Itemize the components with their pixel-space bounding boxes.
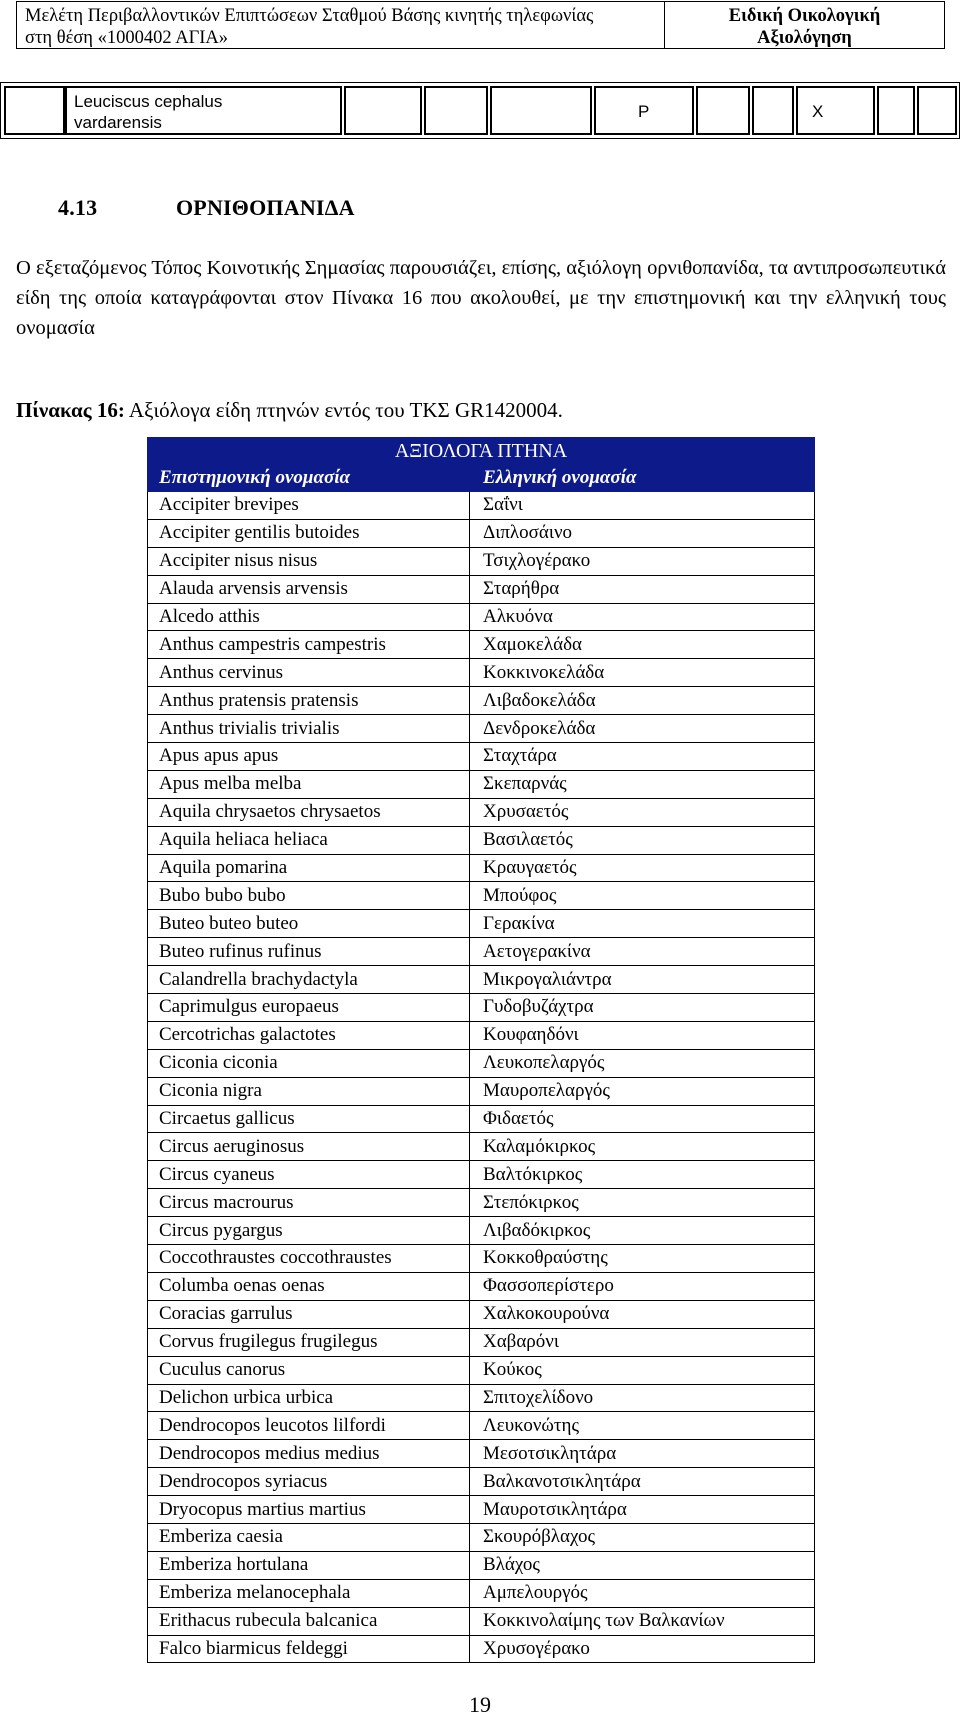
greek-name-cell: Μεσοτσικλητάρα: [470, 1440, 815, 1468]
greek-name-cell: Σταρήθρα: [470, 575, 815, 603]
caption-text: Αξιόλογα είδη πτηνών εντός του ΤΚΣ GR1420004.: [124, 398, 563, 422]
previous-table-row: [0, 82, 960, 139]
scientific-name-cell: Ciconia ciconia: [148, 1049, 470, 1077]
greek-name-cell: Διπλοσάινο: [470, 519, 815, 547]
section-heading: [58, 195, 355, 221]
table-row: [148, 1021, 815, 1049]
table-row: [148, 743, 815, 771]
scientific-name-cell: Coccothraustes coccothraustes: [148, 1245, 470, 1273]
scientific-name-cell: Emberiza caesia: [148, 1523, 470, 1551]
strip-empty-cell: [917, 86, 957, 135]
scientific-name-cell: Cercotrichas galactotes: [148, 1021, 470, 1049]
strip-species-cell: [65, 86, 342, 135]
scientific-name-cell: Aquila heliaca heliaca: [148, 826, 470, 854]
table-row: [148, 1579, 815, 1607]
table-row: [148, 1356, 815, 1384]
table-row: [148, 994, 815, 1022]
greek-name-cell: Αλκυόνα: [470, 603, 815, 631]
greek-name-cell: Λιβαδοκελάδα: [470, 687, 815, 715]
greek-name-cell: Μικρογαλιάντρα: [470, 966, 815, 994]
greek-name-cell: Μαυροτσικλητάρα: [470, 1496, 815, 1524]
scientific-name-cell: Circus pygargus: [148, 1217, 470, 1245]
strip-empty-cell: [696, 86, 750, 135]
greek-name-cell: Χρυσογέρακο: [470, 1635, 815, 1663]
scientific-name-cell: Calandrella brachydactyla: [148, 966, 470, 994]
scientific-name-cell: Aquila pomarina: [148, 854, 470, 882]
table-row: [148, 1133, 815, 1161]
table-body: [148, 492, 815, 1663]
table-row: [148, 603, 815, 631]
caption-label: Πίνακας 16:: [16, 398, 125, 422]
greek-name-cell: Σκεπαρνάς: [470, 770, 815, 798]
greek-name-cell: Αμπελουργός: [470, 1579, 815, 1607]
strip-x-cell: [796, 86, 875, 135]
table-row: [148, 1523, 815, 1551]
table-row: [148, 1105, 815, 1133]
greek-name-cell: Κοκκινολαίμης των Βαλκανίων: [470, 1607, 815, 1635]
table-row: [148, 1077, 815, 1105]
scientific-name-cell: Cuculus canorus: [148, 1356, 470, 1384]
greek-name-cell: Λευκονώτης: [470, 1412, 815, 1440]
scientific-name-cell: Dendrocopos leucotos lilfordi: [148, 1412, 470, 1440]
table-row: [148, 715, 815, 743]
table-row: [148, 854, 815, 882]
scientific-name-cell: Circus cyaneus: [148, 1161, 470, 1189]
scientific-name-cell: Accipiter nisus nisus: [148, 547, 470, 575]
scientific-name-cell: Erithacus rubecula balcanica: [148, 1607, 470, 1635]
greek-name-cell: Δενδροκελάδα: [470, 715, 815, 743]
greek-name-cell: Μπούφος: [470, 882, 815, 910]
scientific-name-cell: Apus apus apus: [148, 743, 470, 771]
page-number: 19: [469, 1692, 491, 1717]
table-row: [148, 687, 815, 715]
table-row: [148, 1189, 815, 1217]
greek-name-cell: Κραυγαετός: [470, 854, 815, 882]
strip-empty-cell: [424, 86, 488, 135]
scientific-name-cell: Dryocopus martius martius: [148, 1496, 470, 1524]
table-row: [148, 575, 815, 603]
greek-name-cell: Φιδαετός: [470, 1105, 815, 1133]
strip-empty-cell: [490, 86, 592, 135]
scientific-name-cell: Circaetus gallicus: [148, 1105, 470, 1133]
scientific-name-cell: Caprimulgus europaeus: [148, 994, 470, 1022]
greek-name-cell: Βαλτόκιρκος: [470, 1161, 815, 1189]
header-study-title: [17, 2, 665, 48]
scientific-name-cell: Columba oenas oenas: [148, 1272, 470, 1300]
table-row: [148, 519, 815, 547]
section-number: 4.13: [58, 195, 98, 220]
table-row: [148, 1049, 815, 1077]
table-row: [148, 826, 815, 854]
table-row: [148, 1551, 815, 1579]
body-paragraph: Ο εξεταζόμενος Τόπος Κοινοτικής Σημασίας παρουσιάζει, επίσης, αξιόλογη ορνιθοπανίδα, τα αντιπροσωπευτικά είδη της οποία καταγράφονται στον Πίνακα 16 που ακολουθεί, με την επιστημονική και την ελληνική τους ονομασία: [16, 257, 946, 339]
scientific-name-cell: Emberiza hortulana: [148, 1551, 470, 1579]
header-line-1: Μελέτη Περιβαλλοντικών Επιπτώσεων Σταθμού Βάσης κινητής τηλεφωνίας: [25, 6, 594, 26]
strip-p-label: P: [638, 102, 650, 121]
column-header-scientific: Επιστημονική ονομασία: [148, 465, 470, 492]
header-line-2: στη θέση «1000402 ΑΓΙΑ»: [25, 28, 229, 48]
table-row: [148, 966, 815, 994]
greek-name-cell: Χαλκοκουρούνα: [470, 1300, 815, 1328]
scientific-name-cell: Aquila chrysaetos chrysaetos: [148, 798, 470, 826]
greek-name-cell: Στεπόκιρκος: [470, 1189, 815, 1217]
table-row: [148, 1384, 815, 1412]
scientific-name-cell: Falco biarmicus feldeggi: [148, 1635, 470, 1663]
column-header-greek: Ελληνική ονομασία: [470, 465, 815, 492]
table-row: [148, 547, 815, 575]
strip-empty-cell: [877, 86, 915, 135]
scientific-name-cell: Circus aeruginosus: [148, 1133, 470, 1161]
scientific-name-cell: Alauda arvensis arvensis: [148, 575, 470, 603]
greek-name-cell: Φασσοπερίστερο: [470, 1272, 815, 1300]
section-title: ΟΡΝΙΘΟΠΑΝΙΔΑ: [176, 195, 355, 220]
table-row: [148, 1161, 815, 1189]
scientific-name-cell: Accipiter gentilis butoides: [148, 519, 470, 547]
scientific-name-cell: Emberiza melanocephala: [148, 1579, 470, 1607]
scientific-name-cell: Coracias garrulus: [148, 1300, 470, 1328]
greek-name-cell: Χρυσαετός: [470, 798, 815, 826]
greek-name-cell: Χαβαρόνι: [470, 1328, 815, 1356]
table-row: [148, 659, 815, 687]
table-row: [148, 1328, 815, 1356]
table-row: [148, 1468, 815, 1496]
header-document-type: [665, 2, 944, 48]
scientific-name-cell: Anthus pratensis pratensis: [148, 687, 470, 715]
greek-name-cell: Σπιτοχελίδονο: [470, 1384, 815, 1412]
greek-name-cell: Σταχτάρα: [470, 743, 815, 771]
scientific-name-cell: Buteo rufinus rufinus: [148, 938, 470, 966]
greek-name-cell: Αετογερακίνα: [470, 938, 815, 966]
page-header: [16, 1, 945, 49]
header-type-line-2: Αξιολόγηση: [757, 28, 852, 48]
scientific-name-cell: Anthus trivialis trivialis: [148, 715, 470, 743]
scientific-name-cell: Bubo bubo bubo: [148, 882, 470, 910]
greek-name-cell: Βλάχος: [470, 1551, 815, 1579]
table-row: [148, 770, 815, 798]
greek-name-cell: Λευκοπελαργός: [470, 1049, 815, 1077]
greek-name-cell: Καλαμόκιρκος: [470, 1133, 815, 1161]
table-row: [148, 910, 815, 938]
greek-name-cell: Κοκκοθραύστης: [470, 1245, 815, 1273]
strip-x-label: X: [812, 102, 824, 121]
greek-name-cell: Κούκος: [470, 1356, 815, 1384]
scientific-name-cell: Circus macrourus: [148, 1189, 470, 1217]
table-row: [148, 631, 815, 659]
greek-name-cell: Κοκκινοκελάδα: [470, 659, 815, 687]
greek-name-cell: Σαΐνι: [470, 492, 815, 520]
greek-name-cell: Βαλκανοτσικλητάρα: [470, 1468, 815, 1496]
table-row: [148, 1440, 815, 1468]
table-row: [148, 1412, 815, 1440]
header-type-line-1: Ειδική Οικολογική: [728, 6, 881, 26]
greek-name-cell: Σκουρόβλαχος: [470, 1523, 815, 1551]
scientific-name-cell: Anthus cervinus: [148, 659, 470, 687]
table-title: ΑΞΙΟΛΟΓΑ ΠΤΗΝΑ: [148, 438, 815, 465]
greek-name-cell: Κουφαηδόνι: [470, 1021, 815, 1049]
greek-name-cell: Μαυροπελαργός: [470, 1077, 815, 1105]
greek-name-cell: Βασιλαετός: [470, 826, 815, 854]
greek-name-cell: Λιβαδόκιρκος: [470, 1217, 815, 1245]
table-row: [148, 1272, 815, 1300]
birds-table: [147, 437, 815, 1663]
table-row: [148, 1635, 815, 1663]
table-caption: [16, 398, 563, 423]
table-row: [148, 1300, 815, 1328]
table-row: [148, 1496, 815, 1524]
greek-name-cell: Τσιχλογέρακο: [470, 547, 815, 575]
greek-name-cell: Γυδοβυζάχτρα: [470, 994, 815, 1022]
scientific-name-cell: Corvus frugilegus frugilegus: [148, 1328, 470, 1356]
strip-p-cell: [594, 86, 694, 135]
scientific-name-cell: Accipiter brevipes: [148, 492, 470, 520]
scientific-name-cell: Alcedo atthis: [148, 603, 470, 631]
table-row: [148, 1607, 815, 1635]
scientific-name-cell: Anthus campestris campestris: [148, 631, 470, 659]
table-row: [148, 492, 815, 520]
strip-empty-cell: [752, 86, 794, 135]
scientific-name-cell: Dendrocopos medius medius: [148, 1440, 470, 1468]
scientific-name-cell: Dendrocopos syriacus: [148, 1468, 470, 1496]
strip-species-line-2: vardarensis: [74, 113, 162, 132]
greek-name-cell: Γερακίνα: [470, 910, 815, 938]
scientific-name-cell: Ciconia nigra: [148, 1077, 470, 1105]
scientific-name-cell: Buteo buteo buteo: [148, 910, 470, 938]
table-row: [148, 938, 815, 966]
strip-empty-cell: [4, 86, 65, 135]
strip-empty-cell: [344, 86, 422, 135]
strip-species-line-1: Leuciscus cephalus: [74, 92, 223, 111]
greek-name-cell: Χαμοκελάδα: [470, 631, 815, 659]
table-row: [148, 882, 815, 910]
scientific-name-cell: Delichon urbica urbica: [148, 1384, 470, 1412]
table-row: [148, 1217, 815, 1245]
scientific-name-cell: Apus melba melba: [148, 770, 470, 798]
table-row: [148, 798, 815, 826]
table-row: [148, 1245, 815, 1273]
